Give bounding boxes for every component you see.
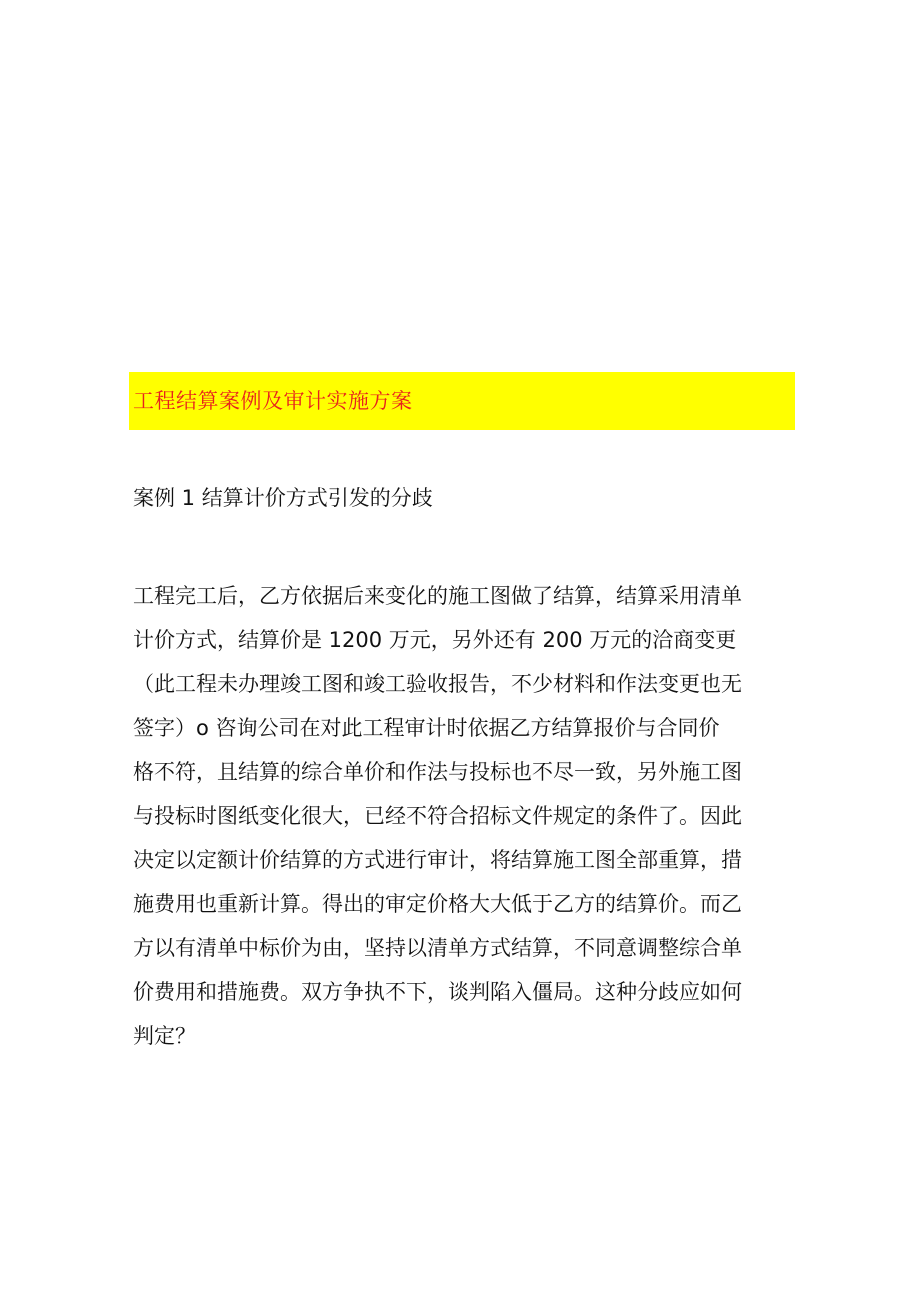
paragraph-line: 方以有清单中标价为由，坚持以清单方式结算，不同意调整综合单: [133, 936, 742, 960]
paragraph-line: 施费用也重新计算。得出的审定价格大大低于乙方的结算价。而乙: [133, 892, 742, 916]
paragraph-line: 价费用和措施费。双方争执不下，谈判陷入僵局。这种分歧应如何: [133, 980, 742, 1004]
document-title: 工程结算案例及审计实施方案: [133, 389, 413, 413]
case-heading: 案例 1 结算计价方式引发的分歧: [133, 486, 433, 510]
paragraph-line: （此工程未办理竣工图和竣工验收报告，不少材料和作法变更也无: [133, 672, 742, 696]
paragraph-line: 判定？: [133, 1024, 196, 1048]
paragraph-line: 计价方式，结算价是 1200 万元，另外还有 200 万元的洽商变更: [133, 628, 737, 652]
paragraph-line: 格不符，且结算的综合单价和作法与投标也不尽一致，另外施工图: [133, 760, 742, 784]
paragraph-line: 与投标时图纸变化很大，已经不符合招标文件规定的条件了。因此: [133, 804, 742, 828]
paragraph-line: 工程完工后，乙方依据后来变化的施工图做了结算，结算采用清单: [133, 584, 742, 608]
paragraph-line: 决定以定额计价结算的方式进行审计，将结算施工图全部重算，措: [133, 848, 742, 872]
paragraph-line: 签字）o 咨询公司在对此工程审计时依据乙方结算报价与合同价: [133, 716, 720, 740]
title-highlight-band: [129, 372, 795, 430]
case-paragraph: [133, 574, 799, 1058]
